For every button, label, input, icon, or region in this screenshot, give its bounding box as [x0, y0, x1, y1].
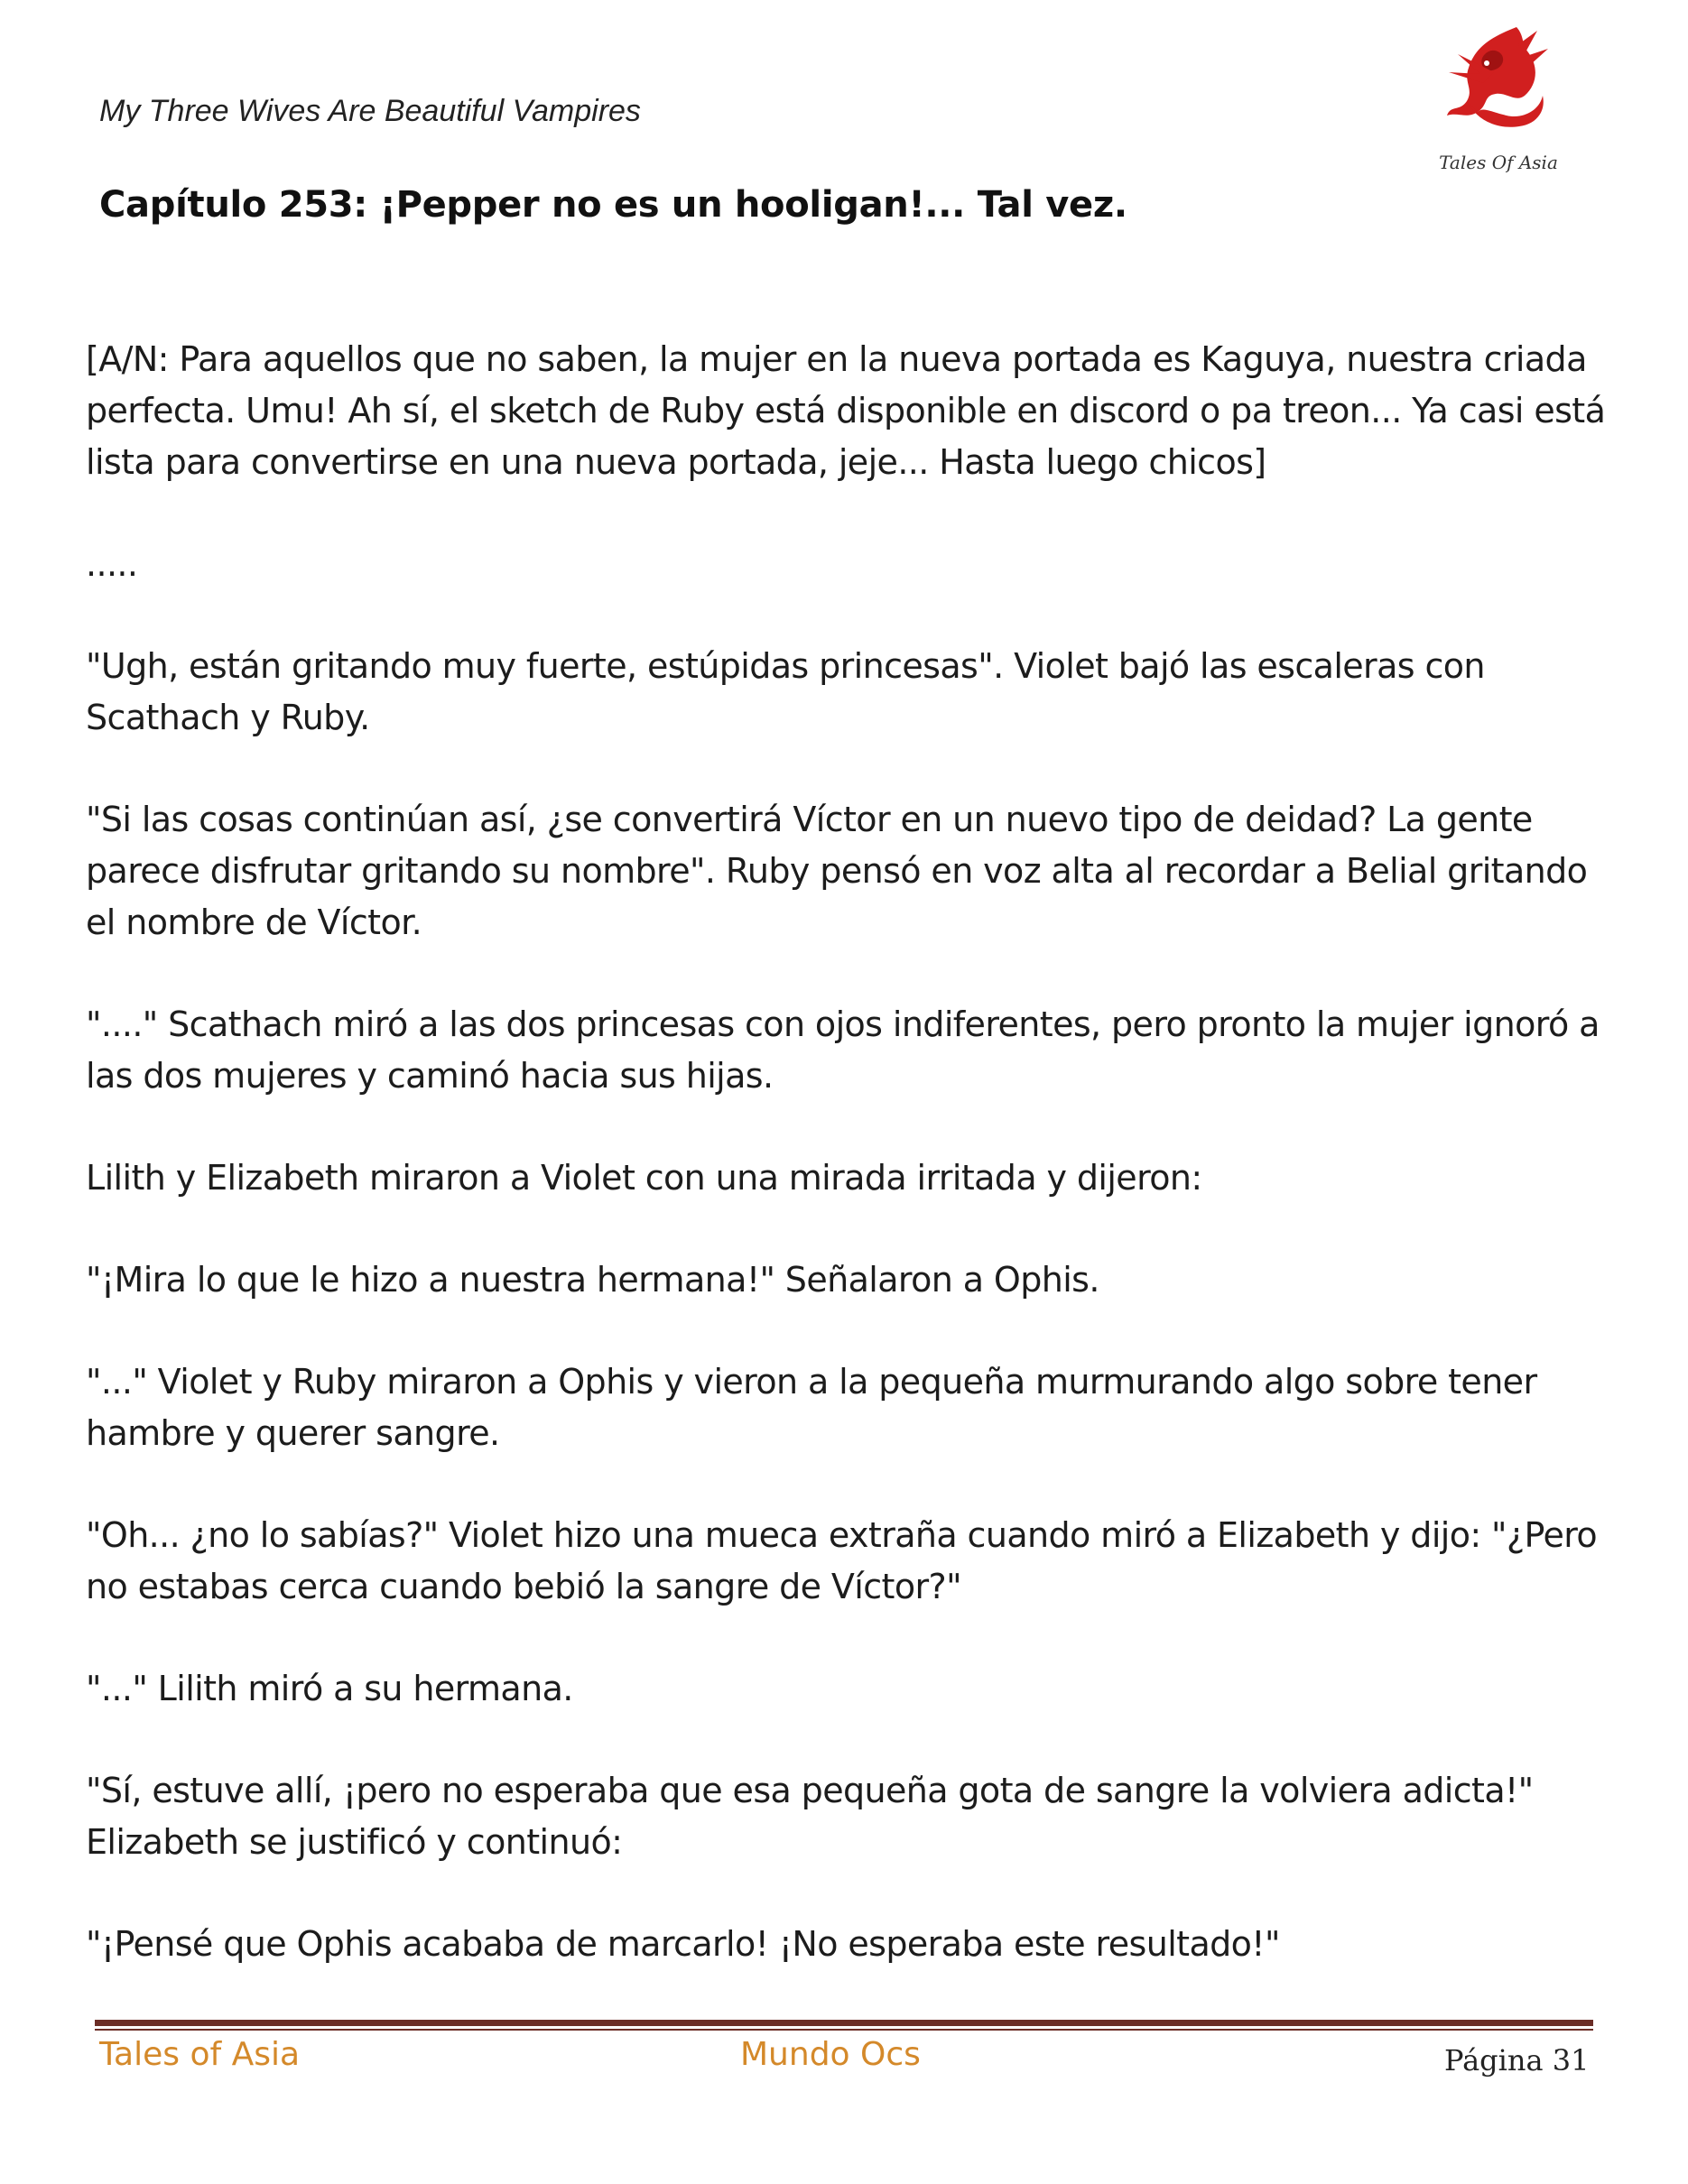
paragraph: "Ugh, están gritando muy fuerte, estúpidas princesas". Violet bajó las escaleras con Scathach y Ruby. — [86, 646, 1485, 737]
chapter-body — [86, 334, 1620, 2021]
paragraph: Lilith y Elizabeth miraron a Violet con una mirada irritada y dijeron: — [86, 1158, 1202, 1198]
paragraph: "Sí, estuve allí, ¡pero no esperaba que esa pequeña gota de sangre la volviera adicta!" Elizabeth se justificó y continuó: — [86, 1771, 1534, 1862]
logo-text: Tales Of Asia — [1439, 152, 1558, 173]
red-dragon-icon — [1431, 18, 1566, 153]
footer-site-name: Tales of Asia — [99, 2036, 301, 2073]
footer-divider-thin — [95, 2029, 1593, 2031]
tales-of-asia-logo — [1431, 18, 1566, 180]
chapter-title: Capítulo 253: ¡Pepper no es un hooligan!... Tal vez. — [99, 184, 1127, 226]
page-number: Página 31 — [1444, 2043, 1590, 2078]
footer-divider-thick — [95, 2020, 1593, 2026]
paragraph: "...." Scathach miró a las dos princesas con ojos indiferentes, pero pronto la mujer ignoró a las dos mujeres y caminó hacia sus hijas. — [86, 1004, 1600, 1096]
paragraph: "..." Lilith miró a su hermana. — [86, 1669, 573, 1708]
footer-divider — [95, 2020, 1593, 2032]
paragraph: ..... — [86, 544, 138, 584]
paragraph: "..." Violet y Ruby miraron a Ophis y vieron a la pequeña murmurando algo sobre tener hambre y querer sangre. — [86, 1362, 1537, 1453]
paragraph: "¡Pensé que Ophis acababa de marcarlo! ¡No esperaba este resultado!" — [86, 1924, 1280, 1964]
paragraph: "Oh... ¿no lo sabías?" Violet hizo una mueca extraña cuando miró a Elizabeth y dijo: "¿Pero no estabas cerca cuando bebió la sangre de Víctor?" — [86, 1515, 1598, 1606]
book-title: My Three Wives Are Beautiful Vampires — [99, 94, 641, 128]
paragraph: "¡Mira lo que le hizo a nuestra hermana!" Señalaron a Ophis. — [86, 1260, 1099, 1300]
paragraph: "Si las cosas continúan así, ¿se convertirá Víctor en un nuevo tipo de deidad? La gente parece disfrutar gritando su nombre". Ruby pensó en voz alta al recordar a Belial gritando el nombre de Víctor. — [86, 800, 1588, 942]
footer-section-name: Mundo Ocs — [740, 2036, 921, 2073]
paragraph: [A/N: Para aquellos que no saben, la mujer en la nueva portada es Kaguya, nuestra criada perfecta. Umu! Ah sí, el sketch de Ruby está disponible en discord o pa treon... Ya casi está lista para convertirse en una nueva portada, jeje... Hasta luego chicos] — [86, 339, 1606, 482]
